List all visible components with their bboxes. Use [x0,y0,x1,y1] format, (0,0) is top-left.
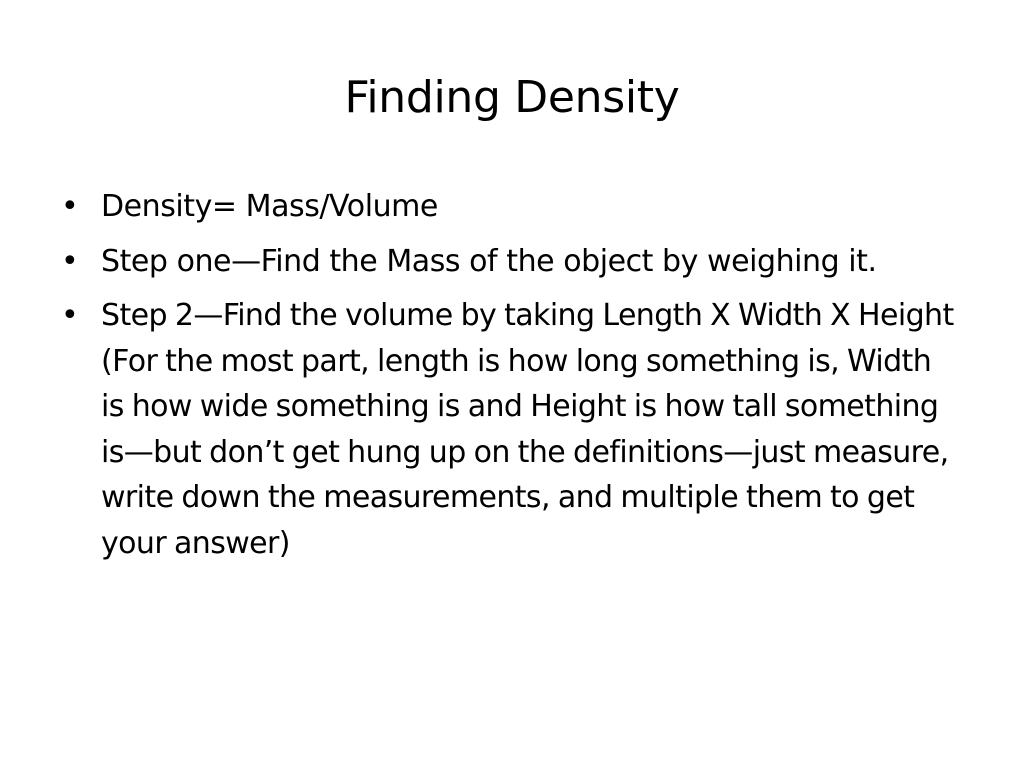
bullet-item [60,239,960,285]
bullet-text: Step 2—Find the volume by taking Length X Width X Height (For the most part, length is how long something is, Width is how wide something is and Height is how tall something is—but don’t get hung up on the definitions—just measure, write down the measurements, and multiple them to get your answer) [101,298,970,561]
bullet-text: Density= Mass/Volume [101,189,438,224]
bullet-icon: • [61,243,79,279]
bullet-item [60,184,960,230]
bullet-list [60,184,970,575]
bullet-icon: • [61,189,79,224]
bullet-icon: • [61,298,79,333]
bullet-item [60,293,970,566]
bullet-text: Step one—Find the Mass of the object by weighing it. [101,243,877,279]
slide-title: Finding Density [344,72,680,123]
